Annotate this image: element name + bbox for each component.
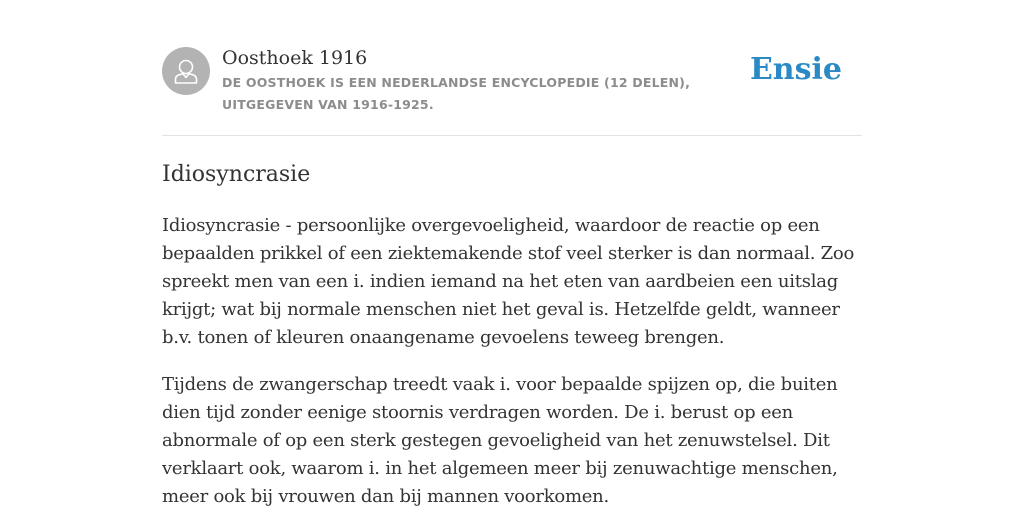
source-description: DE OOSTHOEK IS EEN NEDERLANDSE ENCYCLOPEDIE (12 DELEN), UITGEGEVEN VAN 1916-1925. xyxy=(222,75,691,112)
user-avatar-icon xyxy=(162,47,210,95)
header-divider xyxy=(162,135,862,136)
source-header xyxy=(162,46,862,116)
source-name[interactable]: Oosthoek 1916 xyxy=(222,47,368,69)
source-avatar[interactable] xyxy=(162,47,210,95)
ensie-logo-link[interactable]: Ensie xyxy=(749,52,842,87)
article-paragraph-2: Tijdens de zwangerschap treedt vaak i. voor bepaalde spijzen op, die buiten dien tijd zonder eenige stoornis verdragen worden. De i. berust op een abnormale of op een sterk gestegen gevoeligheid van het zenuwstelsel. Dit verklaart ook, waarom i. in het algemeen meer bij zenuwachtige menschen, meer ook bij vrouwen dan bij mannen voorkomen. xyxy=(162,374,838,507)
article-paragraph-1: Idiosyncrasie - persoonlijke overgevoeligheid, waardoor de reactie op een bepaalden prikkel of een ziektemakende stof veel sterker is dan normaal. Zoo spreekt men van een i. indien iemand na het eten van aardbeien een uitslag krijgt; wat bij normale menschen niet het geval is. Hetzelfde geldt, wanneer b.v. tonen of kleuren onaangename gevoelens teweeg brengen. xyxy=(162,215,855,348)
article-title: Idiosyncrasie xyxy=(162,162,311,187)
